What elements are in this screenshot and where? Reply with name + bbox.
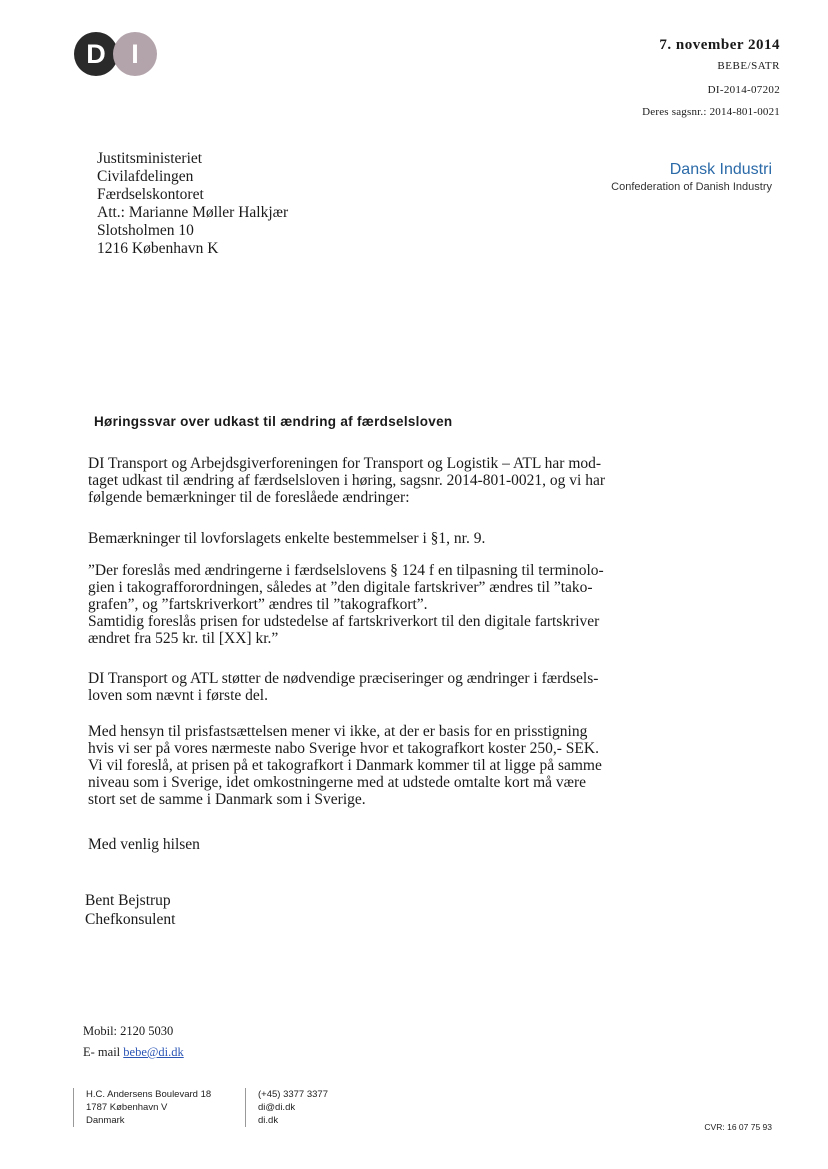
body-paragraph-remarks-heading <box>88 530 698 547</box>
body-line: DI Transport og ATL støtter de nødvendige præciseringer og ændringer i færdsels- <box>88 670 599 687</box>
body-line: Med hensyn til prisfastsættelsen mener vi ikke, at der er basis for en prisstigning <box>88 723 588 740</box>
body-line: stort set de samme i Danmark som i Sverige. <box>88 791 366 808</box>
letter-subject: Høringssvar over udkast til ændring af færdselsloven <box>94 414 453 429</box>
logo-letter-i: I <box>113 32 157 76</box>
body-line: gien i takografforordningen, således at ”den digitale fartskriver” ændres til ”tako- <box>88 579 593 596</box>
footer-email: di@di.dk <box>258 1102 296 1113</box>
body-line: ændret fra 525 kr. til [XX] kr.” <box>88 630 279 647</box>
brand-subtitle: Confederation of Danish Industry <box>611 181 772 193</box>
body-line: loven som nævnt i første del. <box>88 687 268 704</box>
recipient-line: Att.: Marianne Møller Halkjær <box>97 204 289 221</box>
body-line: taget udkast til ændring af færdselsloven i høring, sagsnr. 2014-801-0021, og vi har <box>88 472 606 489</box>
signature-block <box>85 891 175 929</box>
signer-title: Chefkonsulent <box>85 911 176 928</box>
email-link[interactable]: bebe@di.dk <box>123 1045 184 1059</box>
recipient-line: Slotsholmen 10 <box>97 222 194 239</box>
contact-email <box>83 1045 184 1060</box>
footer-address-line: H.C. Andersens Boulevard 18 <box>86 1089 212 1100</box>
footer-address-line: Danmark <box>86 1115 125 1126</box>
case-number: Deres sagsnr.: 2014-801-0021 <box>642 106 780 118</box>
contact-mobile <box>83 1024 173 1039</box>
body-line: følgende bemærkninger til de foreslåede ændringer: <box>88 489 410 506</box>
logo-letter-d: D <box>74 32 118 76</box>
mobile-number: 2120 5030 <box>120 1024 174 1038</box>
footer-contact <box>245 1088 328 1127</box>
body-paragraph-intro <box>88 455 698 506</box>
recipient-line: Justitsministeriet <box>97 150 203 167</box>
footer-phone: (+45) 3377 3377 <box>258 1089 328 1100</box>
body-paragraph-quote <box>88 562 698 647</box>
document-id: DI-2014-07202 <box>707 84 780 96</box>
footer-website: di.dk <box>258 1115 279 1126</box>
recipient-line: 1216 København K <box>97 240 219 257</box>
body-line: ”Der foreslås med ændringerne i færdselslovens § 124 f en tilpasning til terminolo- <box>88 562 604 579</box>
body-line: Vi vil foreslå, at prisen på et takografkort i Danmark kommer til at ligge på samme <box>88 757 602 774</box>
closing-greeting: Med venlig hilsen <box>88 836 200 853</box>
body-line: DI Transport og Arbejdsgiverforeningen for Transport og Logistik – ATL har mod- <box>88 455 602 472</box>
signer-name: Bent Bejstrup <box>85 892 171 909</box>
body-line: hvis vi ser på vores nærmeste nabo Sverige hvor et takografkort koster 250,- SEK. <box>88 740 599 757</box>
footer-address <box>73 1088 211 1127</box>
di-logo <box>74 32 162 76</box>
body-line: niveau som i Sverige, idet omkostningerne med at udstede omtalte kort må være <box>88 774 587 791</box>
footer-address-line: 1787 København V <box>86 1102 168 1113</box>
body-line: grafen”, og ”fartskriverkort” ændres til ”takografkort”. <box>88 596 428 613</box>
initials-reference: BEBE/SATR <box>717 60 780 72</box>
mobile-label: Mobil: <box>83 1024 118 1038</box>
recipient-line: Færdselskontoret <box>97 186 204 203</box>
body-paragraph-pricing <box>88 723 698 808</box>
brand-name: Dansk Industri <box>669 161 772 178</box>
body-line: Bemærkninger til lovforslagets enkelte bestemmelser i §1, nr. 9. <box>88 530 486 547</box>
recipient-address <box>97 150 288 258</box>
body-line: Samtidig foreslås prisen for udstedelse af fartskriverkort til den digitale fartskriver <box>88 613 600 630</box>
email-label: E- mail <box>83 1045 121 1059</box>
body-paragraph-support <box>88 670 698 704</box>
letter-date: 7. november 2014 <box>659 37 780 53</box>
recipient-line: Civilafdelingen <box>97 168 194 185</box>
cvr-number: CVR: 16 07 75 93 <box>704 1122 772 1132</box>
